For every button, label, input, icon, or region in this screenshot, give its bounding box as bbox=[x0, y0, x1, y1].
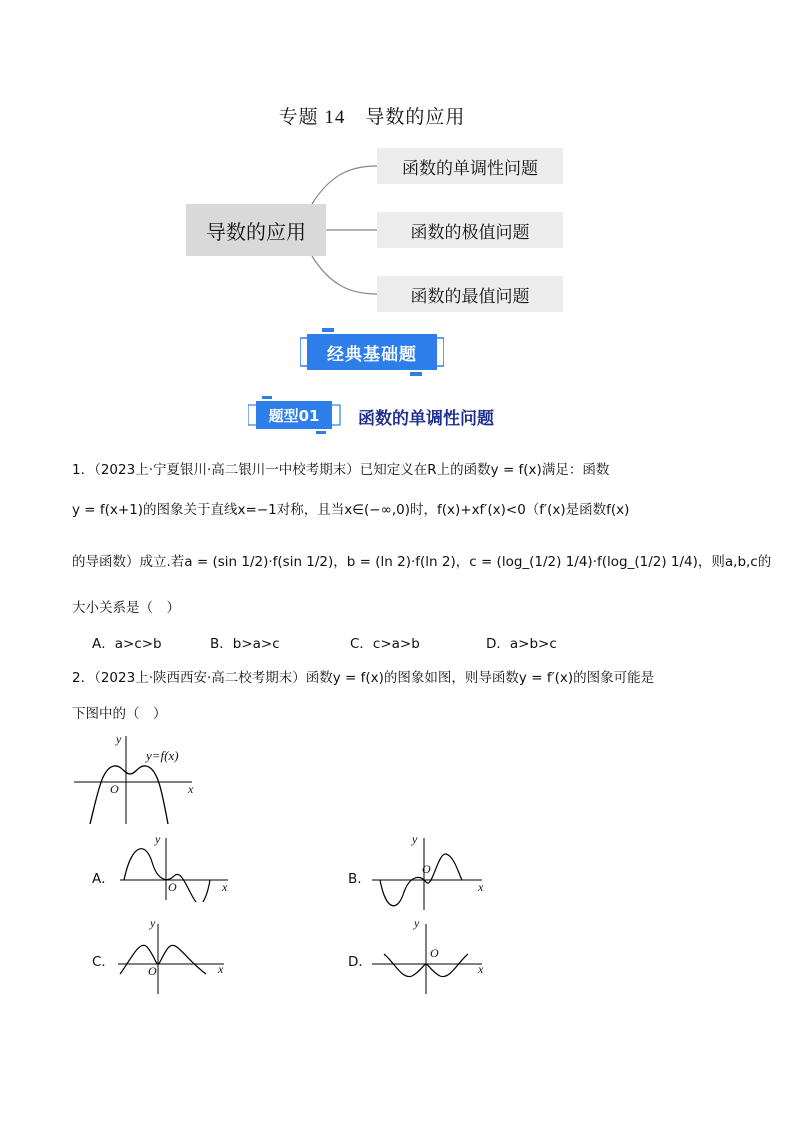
choice-c-letter: C． bbox=[92, 954, 115, 970]
mindmap-branch-maxmin: 函数的最值问题 bbox=[377, 276, 563, 312]
choice-a-letter: A． bbox=[92, 871, 115, 887]
main-graph-curve-label: y=f(x) bbox=[146, 748, 179, 763]
type-tag-label: 题型01 bbox=[256, 401, 332, 429]
choice-c-graph bbox=[116, 918, 231, 996]
type-title: 函数的单调性问题 bbox=[358, 409, 494, 429]
q1-option-c: C．c>a>b bbox=[350, 636, 420, 652]
choice-b-letter: B． bbox=[348, 871, 371, 887]
choice-d-letter: D． bbox=[348, 954, 372, 970]
main-graph-xlabel: x bbox=[188, 782, 194, 796]
q2-line1: 2．（2023上·陕西西安·高二校考期末）函数y = f(x)的图象如图，则导函数y = f′(x)的图象可能是 bbox=[72, 670, 655, 686]
q1-line4: 大小关系是（ ） bbox=[72, 600, 180, 616]
choice-a-xlabel: x bbox=[222, 880, 228, 894]
q1-line1: 1．（2023上·宁夏银川·高二银川一中校考期末）已知定义在R上的函数y = f(x)满足：函数 bbox=[72, 462, 610, 478]
choice-b-ylabel: y bbox=[412, 832, 418, 846]
choice-b-origin: O bbox=[422, 862, 431, 876]
type-tag bbox=[248, 396, 340, 434]
choice-c-ylabel: y bbox=[150, 916, 156, 930]
main-graph bbox=[70, 732, 200, 827]
mindmap-branch-monotonicity: 函数的单调性问题 bbox=[377, 148, 563, 184]
choice-b-xlabel: x bbox=[478, 880, 484, 894]
q1-line2: y = f(x+1)的图象关于直线x=−1对称，且当x∈(−∞,0)时，f(x)+xf′(x)<0（f′(x)是函数f(x) bbox=[72, 502, 630, 518]
choice-d-xlabel: x bbox=[478, 962, 484, 976]
q1-option-b: B．b>a>c bbox=[210, 636, 280, 652]
choice-d-graph bbox=[370, 918, 488, 996]
q1-option-d: D．a>b>c bbox=[486, 636, 557, 652]
choice-d-origin: O bbox=[430, 946, 439, 960]
mindmap-branch-extremum: 函数的极值问题 bbox=[377, 212, 563, 248]
choice-d-ylabel: y bbox=[414, 916, 420, 930]
q1-line3: 的导函数）成立.若a = (sin 1/2)·f(sin 1/2)，b = (ln 2)·f(ln 2)，c = (log_(1/2) 1/4)·f(log_(1/2) 1/4)，则a,b,c的 bbox=[72, 554, 772, 570]
section-banner-label: 经典基础题 bbox=[307, 334, 437, 370]
mindmap-root: 导数的应用 bbox=[186, 204, 326, 256]
q1-option-a: A．a>c>b bbox=[92, 636, 162, 652]
choice-a-ylabel: y bbox=[155, 832, 161, 846]
main-graph-ylabel: y bbox=[116, 732, 122, 746]
choice-c-origin: O bbox=[148, 964, 157, 978]
main-graph-origin: O bbox=[110, 782, 119, 796]
q2-line2: 下图中的（ ） bbox=[72, 706, 167, 722]
section-banner bbox=[300, 328, 444, 376]
choice-c-xlabel: x bbox=[218, 962, 224, 976]
choice-a-origin: O bbox=[168, 880, 177, 894]
page-title: 专题 14 导数的应用 bbox=[278, 107, 466, 128]
